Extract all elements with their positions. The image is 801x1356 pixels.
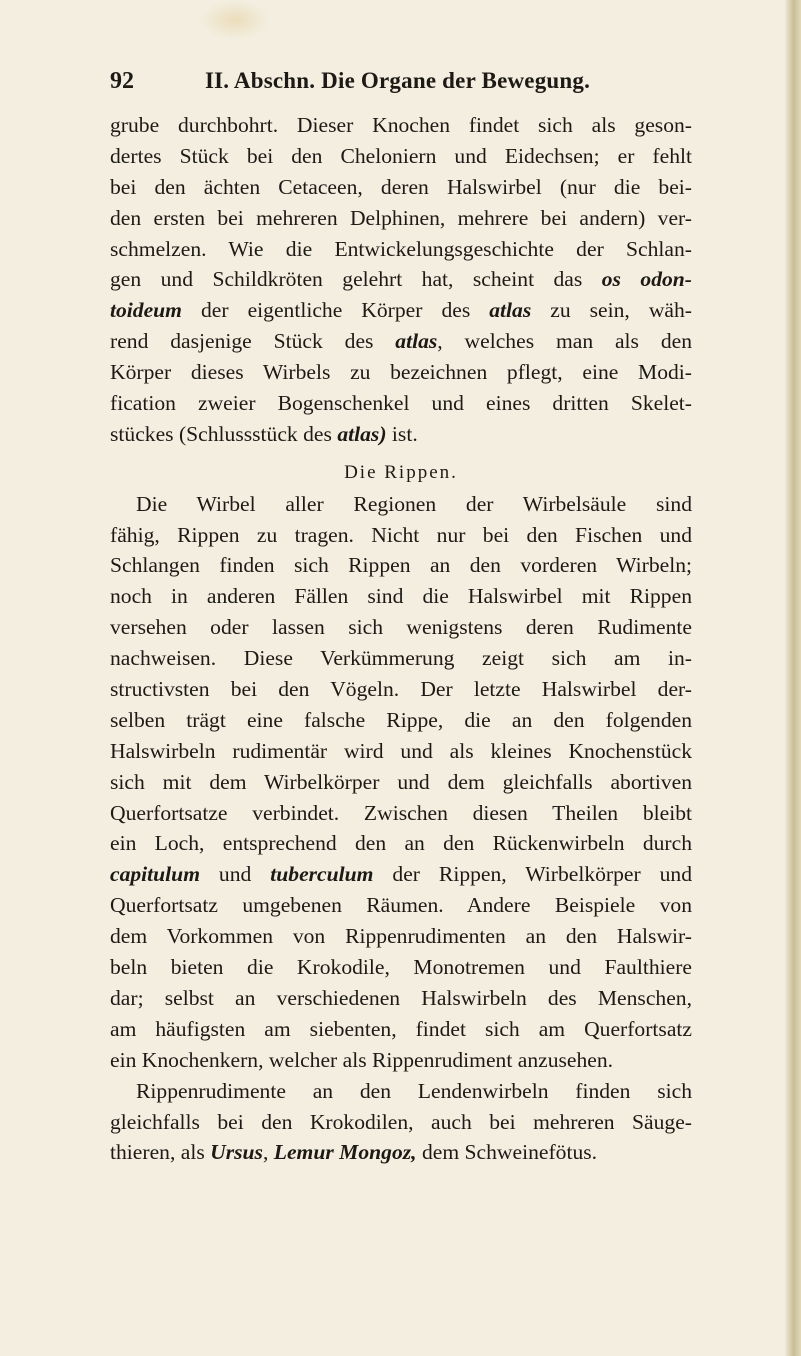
text-run: gen und Schildkröten gelehrt hat, scheint das xyxy=(110,267,602,292)
latin-term: os odon- xyxy=(601,267,692,292)
text-run: und xyxy=(200,862,271,887)
page-number: 92 xyxy=(110,68,134,94)
text-line: noch in anderen Fällen sind die Halswirbel mit Rippen xyxy=(110,584,692,609)
text-line: ein Loch, entsprechend den an den Rückenwirbeln durch xyxy=(110,831,692,856)
text-run: rend dasjenige Stück des xyxy=(110,329,396,354)
text-line: nachweisen. Diese Verkümmerung zeigt sich am in- xyxy=(110,646,692,671)
text-line: grube durchbohrt. Dieser Knochen findet sich als geson- xyxy=(110,113,692,137)
text-line xyxy=(110,859,692,890)
text-line: Querfortsatz umgebenen Räumen. Andere Beispiele von xyxy=(110,893,692,918)
text-run: , xyxy=(262,1140,274,1165)
text-line: beln bieten die Krokodile, Monotremen und Faulthiere xyxy=(110,955,692,980)
text-line: fähig, Rippen zu tragen. Nicht nur bei den Fischen und xyxy=(110,522,692,547)
running-head xyxy=(110,62,692,102)
text-run: der eigentliche Körper des xyxy=(181,298,490,323)
text-line: gleichfalls bei den Krokodilen, auch bei mehreren Säuge- xyxy=(110,1109,692,1134)
text-line: den ersten bei mehreren Delphinen, mehrere bei andern) ver- xyxy=(110,205,692,230)
text-line: ein Knochenkern, welcher als Rippenrudiment anzusehen. xyxy=(110,1047,614,1072)
text-line: am häufigsten am siebenten, findet sich am Querfortsatz xyxy=(110,1016,692,1041)
text-line xyxy=(110,1137,692,1168)
text-line: selben trägt eine falsche Rippe, die an den folgenden xyxy=(110,707,692,732)
page-body xyxy=(110,110,692,1168)
text-line: Die Wirbel aller Regionen der Wirbelsäule sind xyxy=(136,491,692,516)
text-line: dertes Stück bei den Cheloniern und Eidechsen; er fehlt xyxy=(110,143,692,168)
text-line: fication zweier Bogenschenkel und eines dritten Skelet- xyxy=(110,391,692,416)
latin-term: atlas) xyxy=(337,421,387,446)
text-run: dem Schweinefötus. xyxy=(416,1140,598,1165)
text-run: stückes (Schlussstück des xyxy=(110,421,338,446)
section-heading: Die Rippen. xyxy=(344,461,458,483)
spacer xyxy=(110,450,692,458)
text-line: Rippenrudimente an den Lendenwirbeln finden sich xyxy=(136,1078,692,1103)
text-line: schmelzen. Wie die Entwickelungsgeschichte der Schlan- xyxy=(110,236,692,261)
latin-term: atlas xyxy=(395,329,438,354)
text-run: , welches man als den xyxy=(437,329,692,354)
latin-term: atlas xyxy=(489,298,532,323)
text-line xyxy=(110,326,692,357)
latin-term: toideum xyxy=(110,298,182,323)
text-run: ist. xyxy=(386,421,418,446)
text-line: versehen oder lassen sich wenigstens deren Rudimente xyxy=(110,615,692,640)
paper-stain xyxy=(200,0,270,40)
text-line: Schlangen finden sich Rippen an den vorderen Wirbeln; xyxy=(110,553,692,578)
text-line xyxy=(110,295,692,326)
text-line: Querfortsatze verbindet. Zwischen diesen Theilen bleibt xyxy=(110,800,692,825)
latin-term: capitulum xyxy=(110,862,200,887)
latin-term: Ursus xyxy=(210,1140,263,1165)
text-run: der Rippen, Wirbelkörper und xyxy=(373,862,693,887)
text-line xyxy=(110,264,692,295)
text-line xyxy=(110,419,692,450)
text-line: bei den ächten Cetaceen, deren Halswirbel (nur die bei- xyxy=(110,174,692,199)
text-line: Körper dieses Wirbels zu bezeichnen pflegt, eine Modi- xyxy=(110,360,692,385)
text-line: dem Vorkommen von Rippenrudimenten an den Halswir- xyxy=(110,924,692,949)
text-line: Halswirbeln rudimentär wird und als kleines Knochenstück xyxy=(110,738,692,763)
latin-term: tuberculum xyxy=(270,862,374,887)
text-run: zu sein, wäh- xyxy=(531,298,692,323)
text-line: dar; selbst an verschiedenen Halswirbeln des Menschen, xyxy=(110,985,692,1010)
page-edge-shadow xyxy=(785,0,801,1356)
running-head-title: II. Abschn. Die Organe der Bewegung. xyxy=(205,68,591,93)
latin-term: Lemur Mongoz, xyxy=(273,1140,417,1165)
text-line: structivsten bei den Vögeln. Der letzte Halswirbel der- xyxy=(110,677,692,702)
text-line: sich mit dem Wirbelkörper und dem gleichfalls abortiven xyxy=(110,769,692,794)
text-run: thieren, als xyxy=(110,1140,211,1165)
